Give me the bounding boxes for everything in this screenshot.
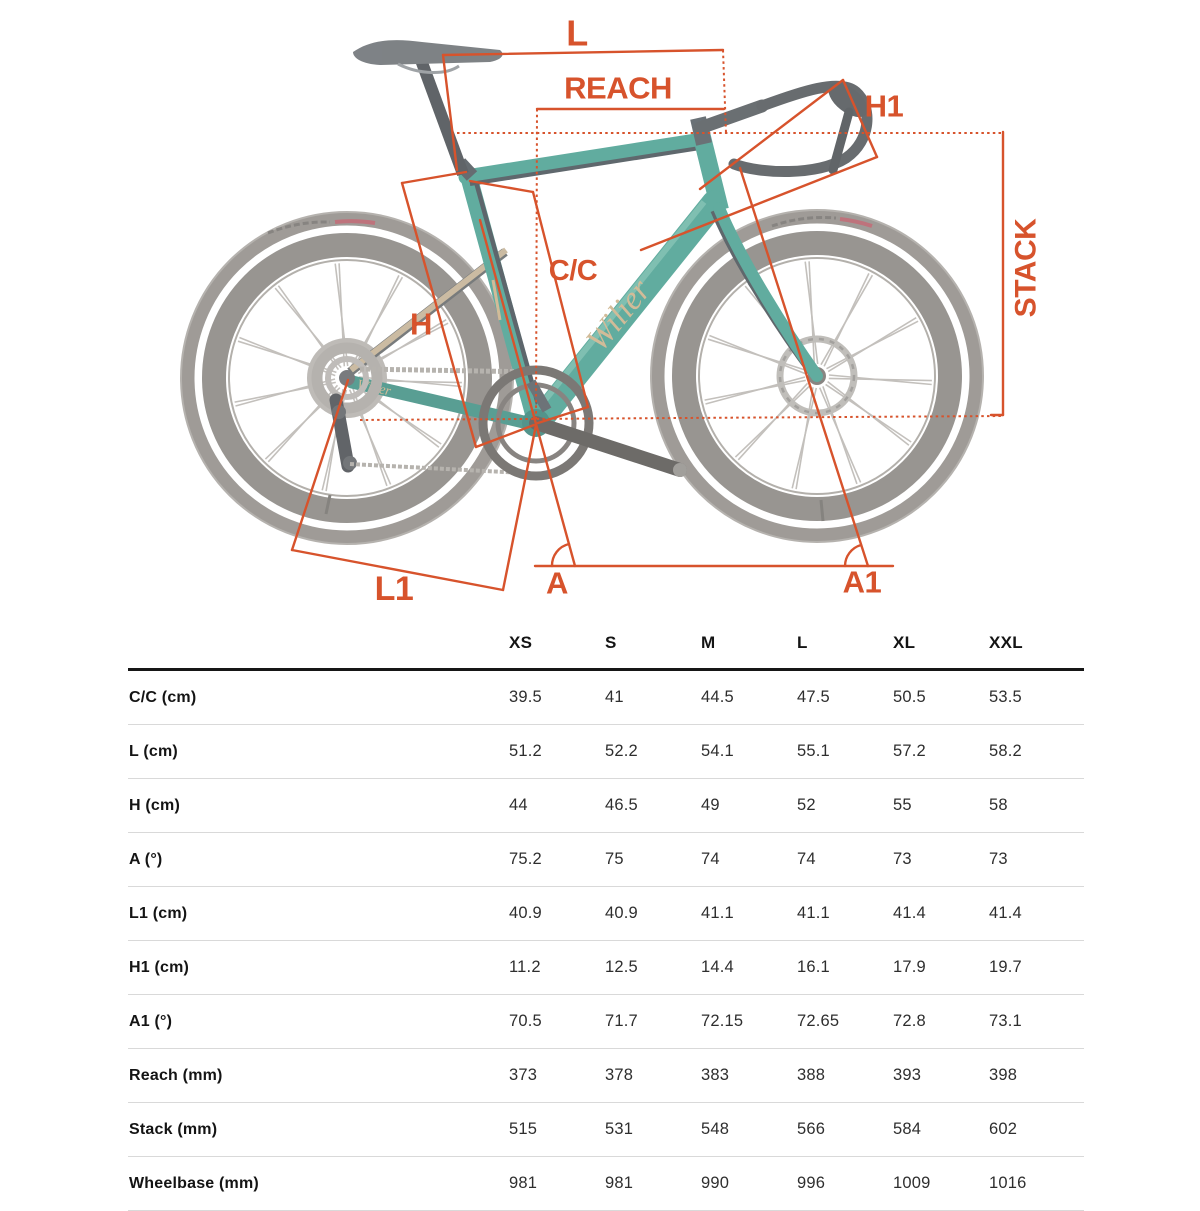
value-cell: 981 <box>604 1157 700 1211</box>
table-row <box>128 833 1084 887</box>
geometry-table <box>128 618 1084 1211</box>
row-label: C/C (cm) <box>128 670 508 725</box>
value-cell: 383 <box>700 1049 796 1103</box>
value-cell: 373 <box>508 1049 604 1103</box>
value-cell: 41.1 <box>700 887 796 941</box>
value-cell: 41.4 <box>892 887 988 941</box>
value-cell: 73.1 <box>988 995 1084 1049</box>
dimension-label-l1: L1 <box>374 570 414 608</box>
value-cell: 72.8 <box>892 995 988 1049</box>
column-header: XXL <box>988 618 1084 670</box>
value-cell: 41.4 <box>988 887 1084 941</box>
value-cell: 996 <box>796 1157 892 1211</box>
dimension-label-reach: REACH <box>564 70 672 106</box>
table-row <box>128 1157 1084 1211</box>
table-row <box>128 1049 1084 1103</box>
geometry-table-section <box>0 618 1200 1211</box>
row-label: Reach (mm) <box>128 1049 508 1103</box>
row-label: L (cm) <box>128 725 508 779</box>
value-cell: 54.1 <box>700 725 796 779</box>
value-cell: 398 <box>988 1049 1084 1103</box>
value-cell: 981 <box>508 1157 604 1211</box>
dimension-label-l: L <box>566 12 588 54</box>
dimension-label-h: H <box>410 306 432 342</box>
value-cell: 388 <box>796 1049 892 1103</box>
value-cell: 17.9 <box>892 941 988 995</box>
value-cell: 602 <box>988 1103 1084 1157</box>
dimension-label-a1: A1 <box>842 564 882 600</box>
value-cell: 39.5 <box>508 670 604 725</box>
value-cell: 12.5 <box>604 941 700 995</box>
value-cell: 584 <box>892 1103 988 1157</box>
value-cell: 44.5 <box>700 670 796 725</box>
row-label: L1 (cm) <box>128 887 508 941</box>
value-cell: 19.7 <box>988 941 1084 995</box>
corner-cell <box>128 618 508 670</box>
table-row <box>128 670 1084 725</box>
value-cell: 47.5 <box>796 670 892 725</box>
value-cell: 51.2 <box>508 725 604 779</box>
value-cell: 49 <box>700 779 796 833</box>
row-label: H1 (cm) <box>128 941 508 995</box>
value-cell: 41.1 <box>796 887 892 941</box>
value-cell: 55.1 <box>796 725 892 779</box>
value-cell: 74 <box>700 833 796 887</box>
crank-arm <box>536 423 680 470</box>
bike-illustration <box>181 40 983 544</box>
value-cell: 53.5 <box>988 670 1084 725</box>
value-cell: 44 <box>508 779 604 833</box>
value-cell: 72.65 <box>796 995 892 1049</box>
value-cell: 46.5 <box>604 779 700 833</box>
value-cell: 378 <box>604 1049 700 1103</box>
top-tube <box>466 140 702 177</box>
value-cell: 58 <box>988 779 1084 833</box>
row-label: H (cm) <box>128 779 508 833</box>
value-cell: 531 <box>604 1103 700 1157</box>
seatpost <box>421 60 463 174</box>
column-header: XS <box>508 618 604 670</box>
value-cell: 548 <box>700 1103 796 1157</box>
column-header: S <box>604 618 700 670</box>
table-row <box>128 779 1084 833</box>
row-label: A (°) <box>128 833 508 887</box>
column-header: M <box>700 618 796 670</box>
value-cell: 71.7 <box>604 995 700 1049</box>
table-row <box>128 995 1084 1049</box>
value-cell: 1016 <box>988 1157 1084 1211</box>
bb-vertical-ref <box>536 109 537 423</box>
value-cell: 52.2 <box>604 725 700 779</box>
value-cell: 74 <box>796 833 892 887</box>
column-header: L <box>796 618 892 670</box>
value-cell: 1009 <box>892 1157 988 1211</box>
value-cell: 990 <box>700 1157 796 1211</box>
table-row <box>128 941 1084 995</box>
value-cell: 11.2 <box>508 941 604 995</box>
saddle <box>353 40 503 65</box>
angle-arc-a <box>552 544 569 566</box>
value-cell: 40.9 <box>508 887 604 941</box>
column-header: XL <box>892 618 988 670</box>
value-cell: 72.15 <box>700 995 796 1049</box>
rear-tire-red-label <box>335 221 375 223</box>
value-cell: 515 <box>508 1103 604 1157</box>
value-cell: 58.2 <box>988 725 1084 779</box>
table-row <box>128 725 1084 779</box>
front-valve <box>821 500 823 521</box>
value-cell: 57.2 <box>892 725 988 779</box>
value-cell: 566 <box>796 1103 892 1157</box>
pedal-axle <box>673 463 687 477</box>
table-row <box>128 1103 1084 1157</box>
value-cell: 75 <box>604 833 700 887</box>
row-label: Stack (mm) <box>128 1103 508 1157</box>
value-cell: 73 <box>988 833 1084 887</box>
value-cell: 75.2 <box>508 833 604 887</box>
geometry-table-head-row <box>128 618 1084 670</box>
value-cell: 70.5 <box>508 995 604 1049</box>
downtube-logo: Wilier <box>579 272 659 359</box>
chainstay-logo: Wilier <box>355 377 393 400</box>
geometry-table-body <box>128 670 1084 1211</box>
value-cell: 14.4 <box>700 941 796 995</box>
angle-arc-a1 <box>845 545 861 566</box>
value-cell: 73 <box>892 833 988 887</box>
table-row <box>128 887 1084 941</box>
value-cell: 41 <box>604 670 700 725</box>
dimension-label-stack: STACK <box>1009 218 1043 318</box>
row-label: Wheelbase (mm) <box>128 1157 508 1211</box>
value-cell: 393 <box>892 1049 988 1103</box>
value-cell: 55 <box>892 779 988 833</box>
dimension-label-h1: H1 <box>864 88 904 124</box>
dimension-label-cc: C/C <box>548 255 598 287</box>
value-cell: 52 <box>796 779 892 833</box>
value-cell: 50.5 <box>892 670 988 725</box>
row-label: A1 (°) <box>128 995 508 1049</box>
value-cell: 40.9 <box>604 887 700 941</box>
dimension-label-a: A <box>546 565 568 601</box>
value-cell: 16.1 <box>796 941 892 995</box>
